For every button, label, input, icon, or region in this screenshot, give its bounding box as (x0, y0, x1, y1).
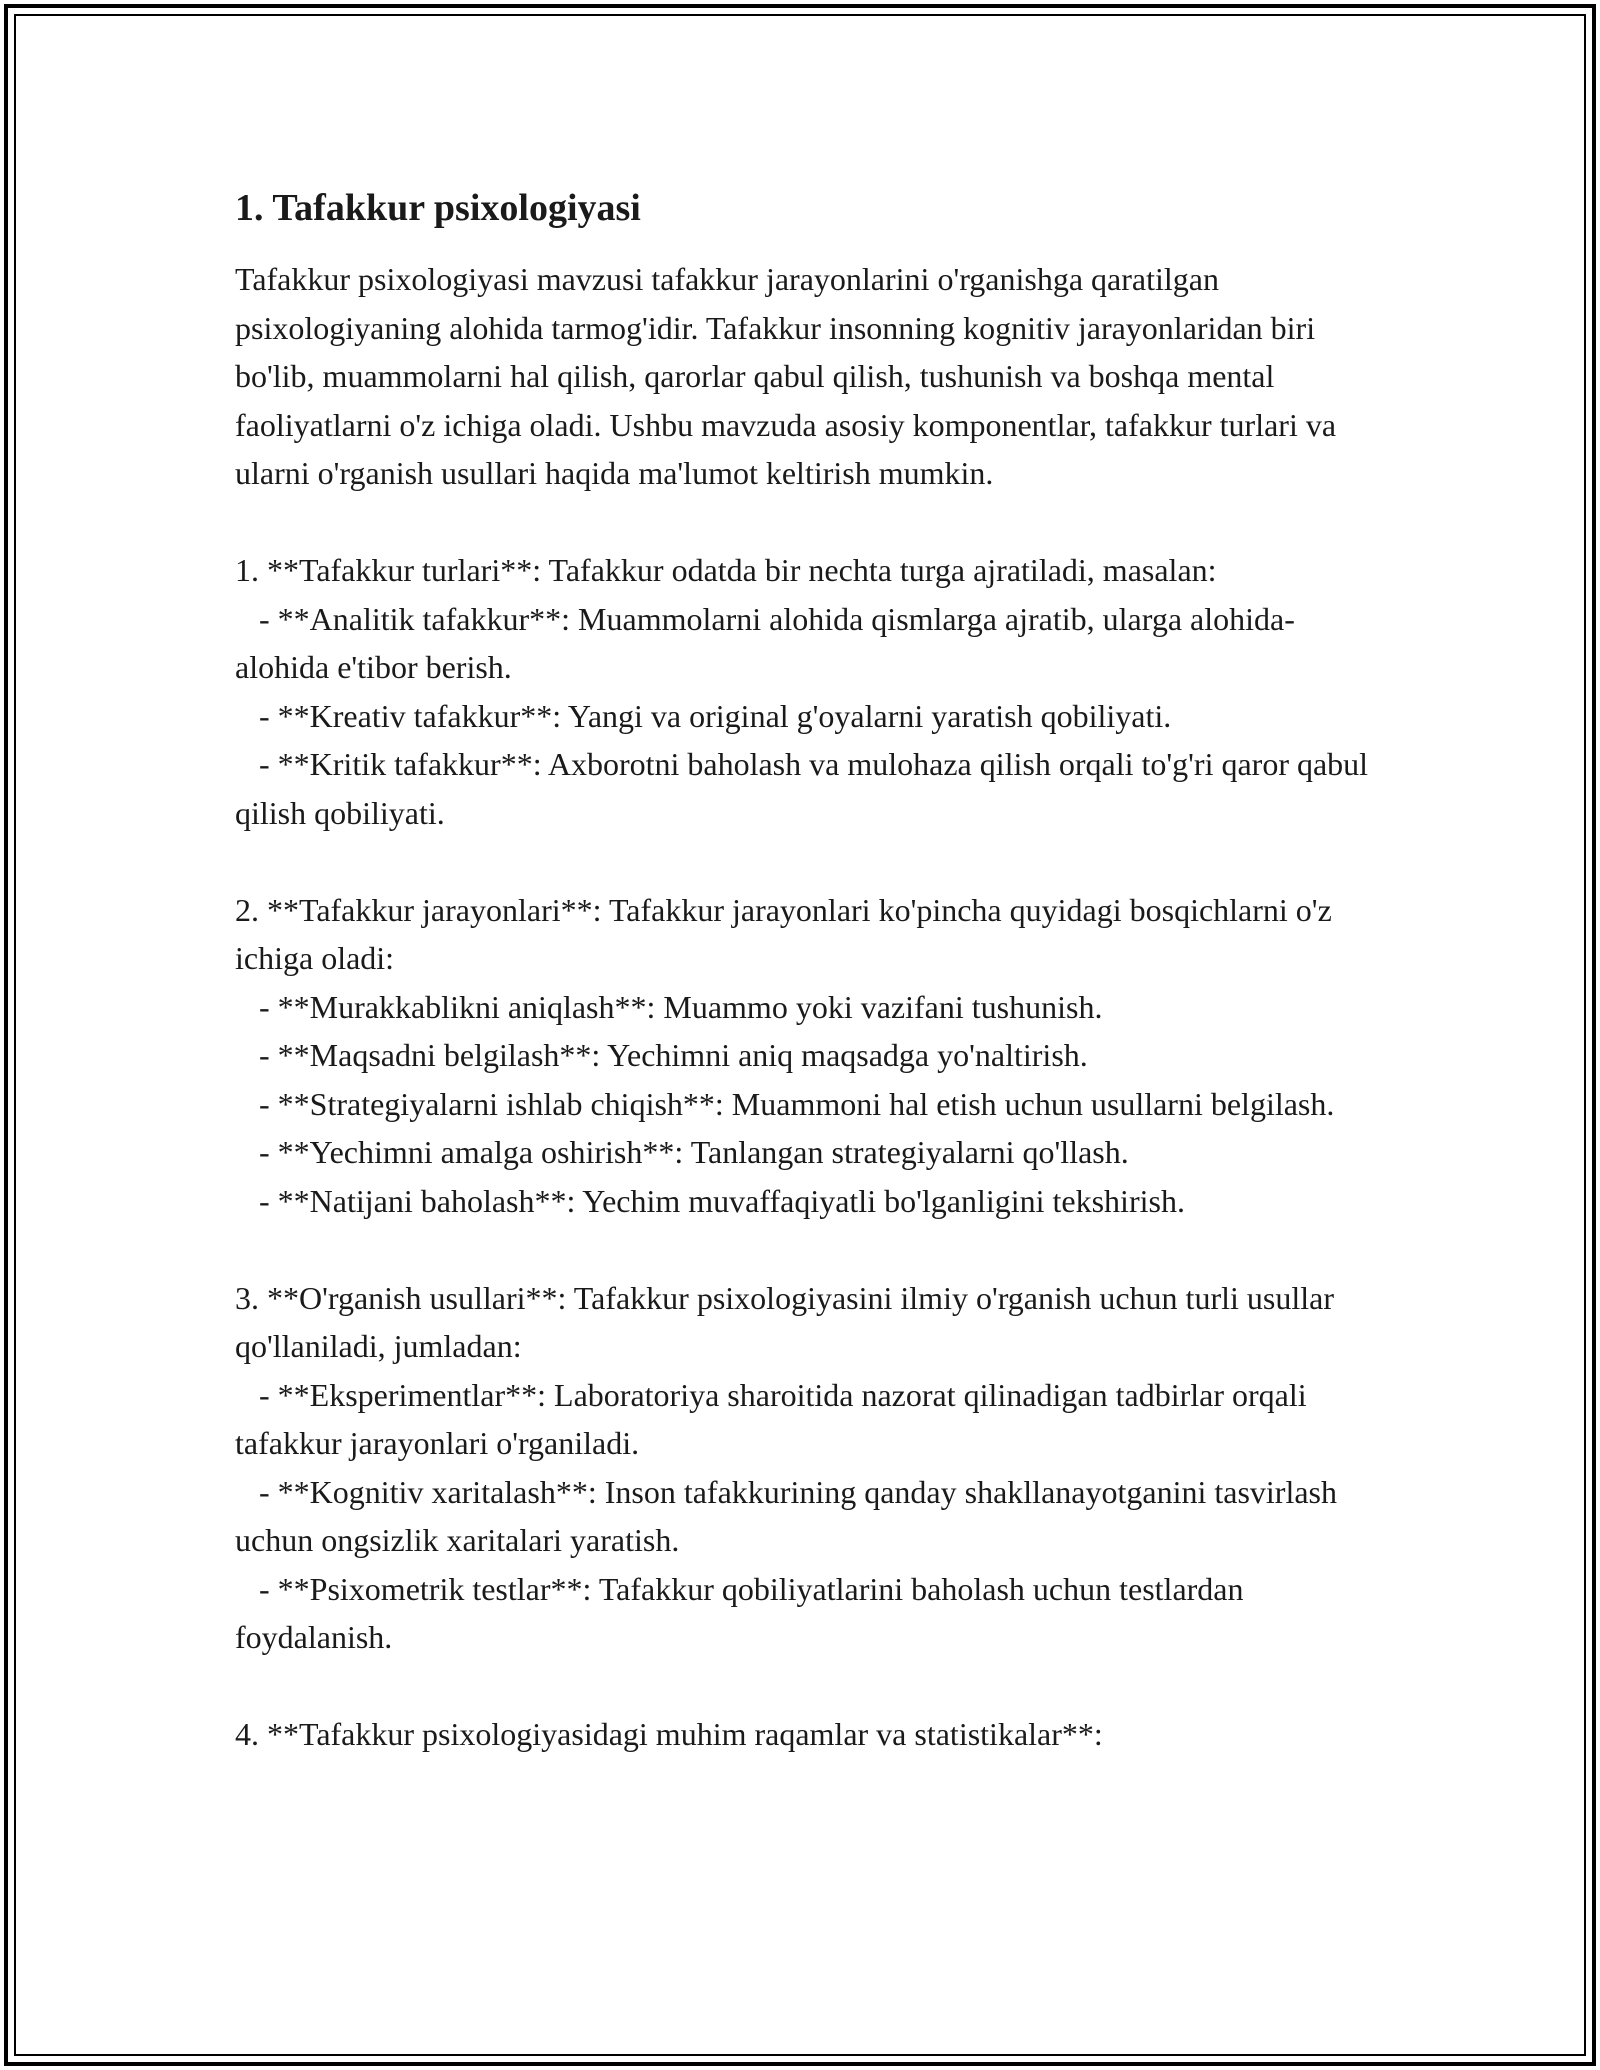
section-processes (235, 886, 1385, 1226)
document-page (235, 184, 1385, 1759)
list-item: - **Kognitiv xaritalash**: Inson tafakkurining qanday shakllanayotganini tasvirlash uchun ongsizlik xaritalari yaratish. (235, 1473, 1345, 1558)
list-item: - **Psixometrik testlar**: Tafakkur qobiliyatlarini baholash uchun testlardan foydalanish. (235, 1570, 1252, 1655)
list-item: - **Murakkablikni aniqlash**: Muammo yoki vazifani tushunish. (235, 988, 1103, 1025)
list-item: - **Eksperimentlar**: Laboratoriya sharoitida nazorat qilinadigan tadbirlar orqali tafakkur jarayonlari o'rganiladi. (235, 1376, 1315, 1461)
list-item: - **Natijani baholash**: Yechim muvaffaqiyatli bo'lganligini tekshirish. (235, 1182, 1185, 1219)
section-heading: 4. **Tafakkur psixologiyasidagi muhim raqamlar va statistikalar**: (235, 1716, 1103, 1752)
section-types (235, 546, 1385, 837)
paragraph-gap (235, 1662, 1385, 1711)
section-statistics (235, 1710, 1385, 1759)
list-item: - **Kritik tafakkur**: Axborotni baholash va mulohaza qilish orqali to'g'ri qaror qabul qilish qobiliyati. (235, 746, 1377, 831)
list-item: - **Maqsadni belgilash**: Yechimni aniq maqsadga yo'naltirish. (235, 1037, 1088, 1073)
intro-paragraph: Tafakkur psixologiyasi mavzusi tafakkur jarayonlarini o'rganishga qaratilgan psixologiyaning alohida tarmog'idir. Tafakkur insonning kognitiv jarayonlaridan biri bo'lib, muammolarni hal qilish, qarorlar qabul qilish, tushunish va boshqa mental faoliyatlarni o'z ichiga oladi. Ushbu mavzuda asosiy komponentlar, tafakkur turlari va ularni o'rganish usullari haqida ma'lumot keltirish mumkin. (235, 261, 1345, 491)
list-item: - **Analitik tafakkur**: Muammolarni alohida qismlarga ajratib, ularga alohida-alohida e'tibor berish. (235, 600, 1295, 685)
list-item: - **Kreativ tafakkur**: Yangi va original g'oyalarni yaratish qobiliyati. (235, 697, 1172, 734)
section-heading: 3. **O'rganish usullari**: Tafakkur psixologiyasini ilmiy o'rganish uchun turli usullar qo'llaniladi, jumladan: (235, 1279, 1342, 1364)
paragraph-gap (235, 837, 1385, 886)
section-heading: 1. **Tafakkur turlari**: Tafakkur odatda bir nechta turga ajratiladi, masalan: (235, 552, 1217, 588)
paragraph-gap (235, 498, 1385, 547)
section-heading: 2. **Tafakkur jarayonlari**: Tafakkur jarayonlari ko'pincha quyidagi bosqichlarni o'z ichiga oladi: (235, 891, 1340, 976)
list-item: - **Strategiyalarni ishlab chiqish**: Muammoni hal etish uchun usullarni belgilash. (235, 1085, 1335, 1122)
document-title: 1. Tafakkur psixologiyasi (235, 187, 641, 229)
document-body (235, 255, 1385, 1759)
section-methods (235, 1274, 1385, 1662)
paragraph-gap (235, 1225, 1385, 1274)
list-item: - **Yechimni amalga oshirish**: Tanlangan strategiyalarni qo'llash. (235, 1134, 1129, 1170)
